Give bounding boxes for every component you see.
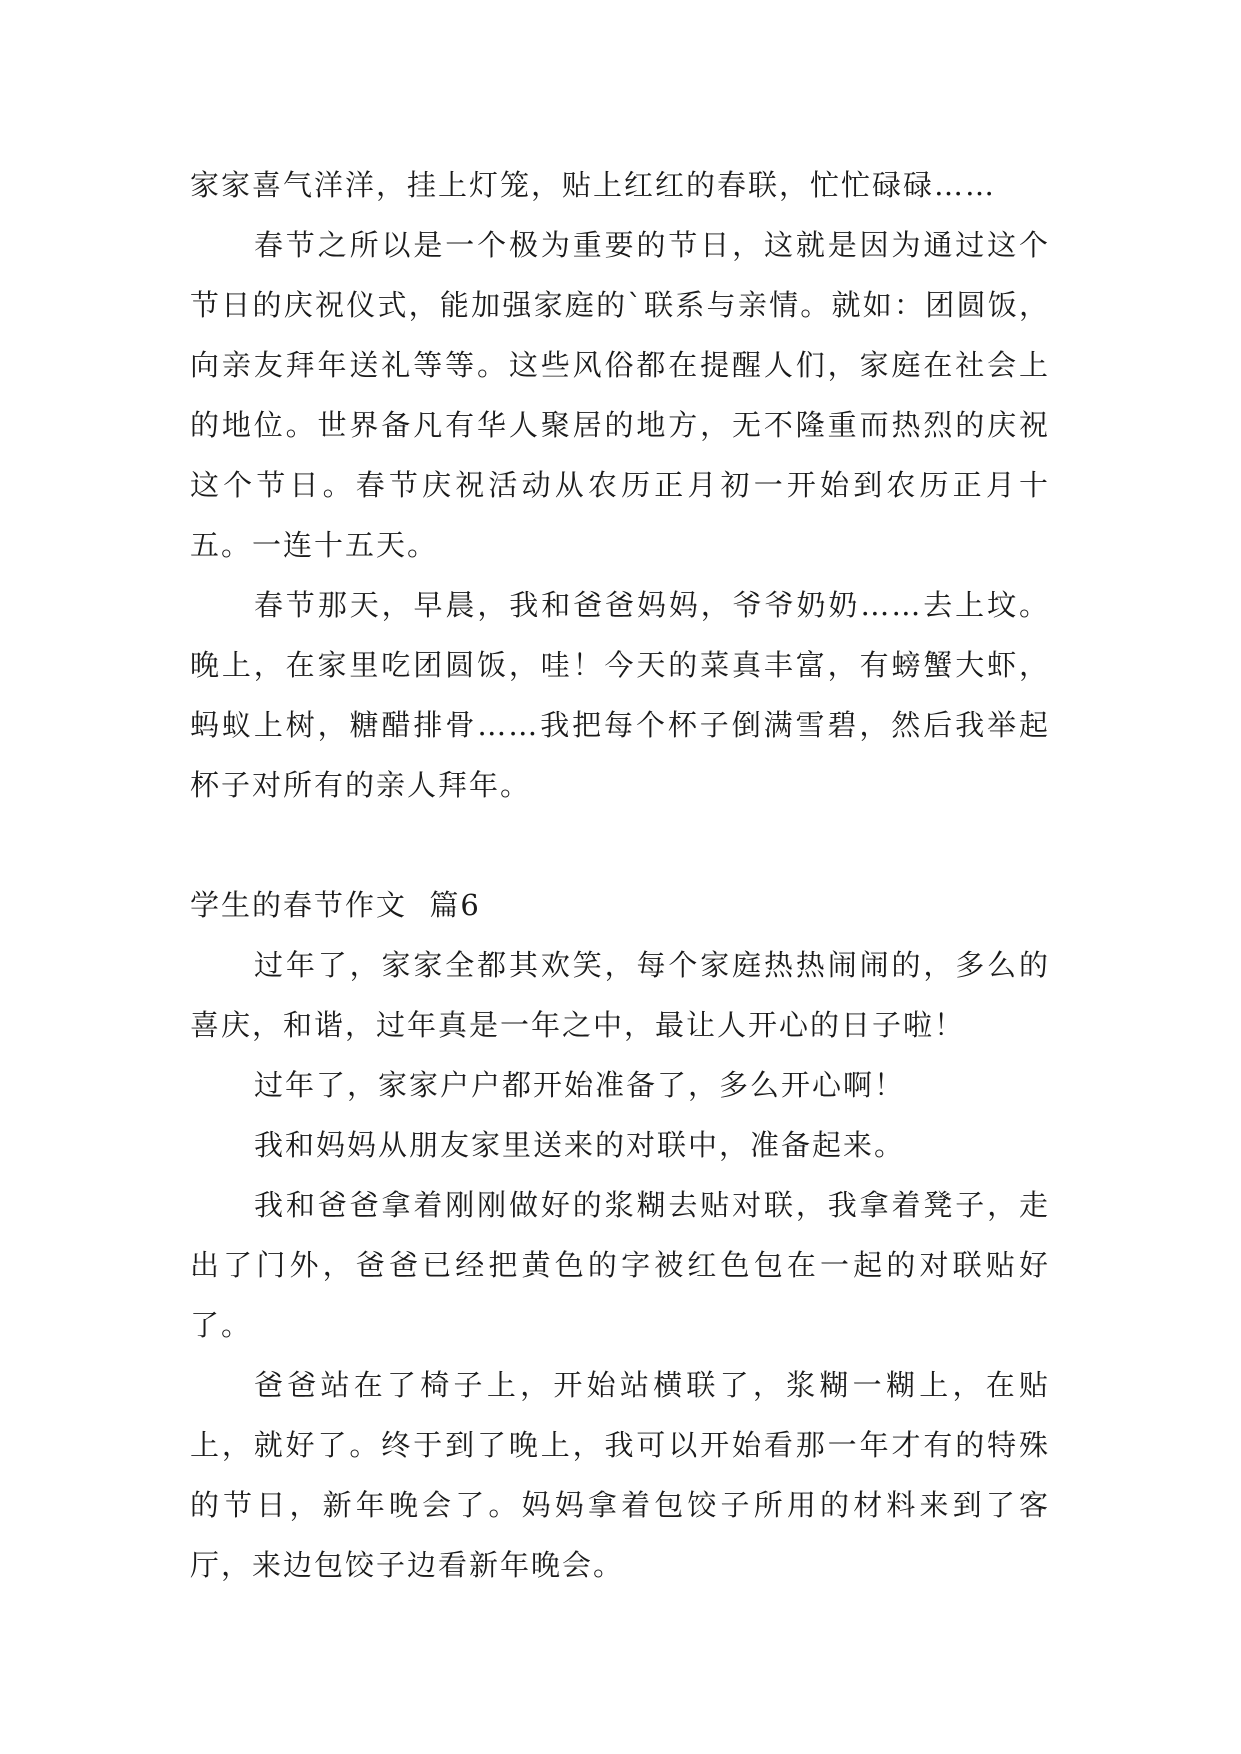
section-spacer — [190, 815, 1050, 875]
paragraph: 春节那天，早晨，我和爸爸妈妈，爷爷奶奶……去上坟。晚上，在家里吃团圆饭，哇！今天的菜真丰富，有螃蟹大虾，蚂蚁上树，糖醋排骨……我把每个杯子倒满雪碧，然后我举起杯子对所有的亲人拜年。 — [190, 588, 1050, 802]
paragraph: 春节之所以是一个极为重要的节日，这就是因为通过这个节日的庆祝仪式，能加强家庭的`联系与亲情。就如：团圆饭，向亲友拜年送礼等等。这些风俗都在提醒人们，家庭在社会上的地位。世界备凡有华人聚居的地方，无不隆重而热烈的庆祝这个节日。春节庆祝活动从农历正月初一开始到农历正月十五。一连十五天。 — [190, 228, 1050, 562]
section-title: 学生的春节作文 篇6 — [190, 888, 481, 922]
paragraph: 我和爸爸拿着刚刚做好的浆糊去贴对联，我拿着凳子，走出了门外，爸爸已经把黄色的字被红色包在一起的对联贴好了。 — [190, 1188, 1050, 1342]
paragraph: 家家喜气洋洋，挂上灯笼，贴上红红的春联，忙忙碌碌…… — [190, 168, 997, 202]
paragraph: 过年了，家家全都其欢笑，每个家庭热热闹闹的，多么的喜庆，和谐，过年真是一年之中，最让人开心的日子啦！ — [190, 948, 1050, 1042]
paragraph: 我和妈妈从朋友家里送来的对联中，准备起来。 — [254, 1128, 906, 1162]
paragraph: 爸爸站在了椅子上，开始站横联了，浆糊一糊上，在贴上，就好了。终于到了晚上，我可以开始看那一年才有的特殊的节日，新年晚会了。妈妈拿着包饺子所用的材料来到了客厅，来边包饺子边看新年晚会。 — [190, 1368, 1050, 1582]
paragraph: 过年了，家家户户都开始准备了，多么开心啊！ — [254, 1068, 906, 1102]
document-body — [190, 155, 1050, 1595]
